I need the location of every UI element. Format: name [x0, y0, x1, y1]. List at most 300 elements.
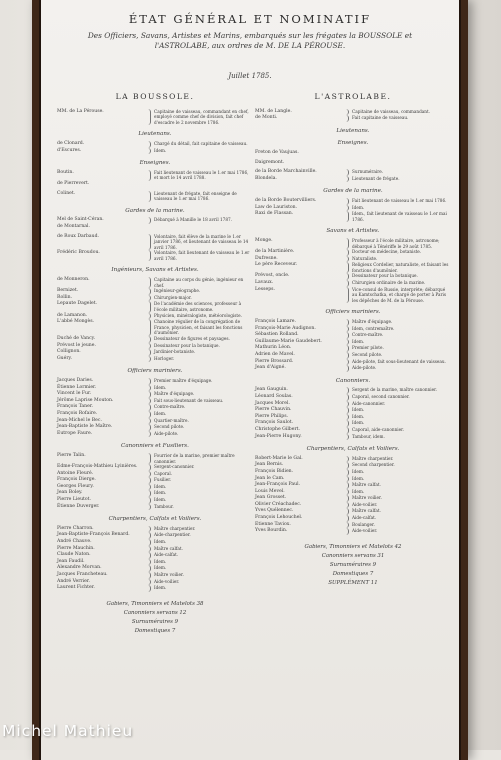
brace [343, 495, 349, 502]
crew-name: L'abbé Mongès. [57, 319, 95, 325]
brace [343, 489, 349, 496]
crew-entry [255, 482, 451, 489]
crew-role: Contre-maître. [352, 332, 384, 338]
brace [343, 515, 349, 522]
crew-entry [57, 356, 253, 363]
crew-entry [255, 109, 451, 116]
crew-name: François Lamare. [255, 319, 296, 325]
brace [145, 504, 151, 511]
brace [145, 477, 151, 484]
crew-entry [255, 387, 451, 394]
brace [145, 471, 151, 478]
crew-role: Second pilote. [154, 424, 185, 430]
crew-name: André Chauve. [57, 539, 92, 545]
crew-entry [57, 141, 253, 148]
brace [145, 313, 151, 320]
crew-role: Volontaire, fait lieutenant de vaisseau le 1.er avril 1786. [154, 250, 250, 261]
brace [145, 411, 151, 418]
crew-role: Contre-maître. [154, 404, 186, 410]
crew-name: Claude Naton. [57, 552, 91, 558]
brace [343, 482, 349, 489]
crew-role: Aide-pilote, fait sous-lieutenant de vaisseau. [352, 358, 446, 364]
brace [145, 250, 151, 261]
crew-name: Lavaux. [255, 280, 274, 286]
crew-entry [255, 407, 451, 414]
brace [343, 287, 349, 304]
crew-entry [57, 349, 253, 356]
crew-entry [255, 469, 451, 476]
crew-role: Lieutenant de frégate. [352, 175, 400, 181]
brace [145, 484, 151, 491]
crew-role: Chargé du détail, fait capitaine de vaisseau. [154, 140, 248, 146]
brace [145, 391, 151, 398]
crew-role: Sergent de la marine, maître canonnier. [352, 387, 437, 393]
brace [145, 418, 151, 425]
crew-name: Law de Lauriston. [255, 204, 298, 210]
column-boussole [57, 94, 253, 636]
crew-name: de Montarnal. [57, 223, 90, 229]
brace [145, 497, 151, 504]
crew-entry [57, 170, 253, 181]
crew-entry [255, 176, 451, 183]
crew-role: Physicien, minéralogiste, météorologiste. [154, 312, 242, 318]
brace [145, 464, 151, 471]
crew-role: Premier pilote. [352, 345, 384, 351]
brace [343, 502, 349, 509]
crew-role: Surnuméraire. [352, 169, 384, 175]
crew-role: Aide-canonnier. [352, 400, 386, 406]
crew-entry [57, 477, 253, 484]
crew-name: André Verrier. [57, 578, 90, 584]
brace [145, 424, 151, 431]
brace [343, 434, 349, 441]
crew-entry [255, 420, 451, 427]
crew-entry [255, 394, 451, 401]
crew-role: Capitaine de vaisseau, commandant en chef, employé comme chef de division, fait chef d'escadre le 2 novembre 1786. [154, 108, 249, 125]
crew-name: Colinet. [57, 190, 76, 196]
crew-entry [57, 301, 253, 312]
total-line: Gabiers, Timonniers et Matelots 38 [106, 600, 204, 607]
brace [343, 476, 349, 483]
brace [145, 191, 151, 202]
brace [145, 148, 151, 155]
crew-role: Maître d'équipage. [352, 319, 393, 325]
brace [343, 469, 349, 476]
brace [145, 431, 151, 438]
crew-role: Caporal, second canonnier. [352, 393, 410, 399]
brace [343, 462, 349, 469]
brace [343, 198, 349, 205]
brace [343, 359, 349, 366]
brace [343, 427, 349, 434]
crew-entry [255, 249, 451, 256]
brace [343, 332, 349, 339]
crew-name: Antoine Fleuré. [57, 470, 94, 476]
crew-role: Idem. [154, 497, 167, 503]
crew-entry [57, 224, 253, 231]
crew-role: Débarqué à Manille le 18 avril 1787. [154, 217, 233, 223]
crew-name: François Taner. [57, 404, 93, 410]
crew-role: Dessinateur pour la botanique. [154, 342, 220, 348]
crew-name: Pierre Mauchin. [57, 545, 95, 551]
brace [343, 387, 349, 394]
crew-role: Professeur à l'école militaire, astronome; débarqué à Ténériffe le 29 août 1785. [352, 237, 440, 249]
total-line: Domestiques 7 [134, 627, 176, 634]
crew-role: Chanoine régulier de la congrégation de France, physicien, et faisant les fonctions d'aumônier. [154, 319, 243, 336]
crew-role: Aide-voilier. [352, 501, 378, 507]
crew-entry [255, 273, 451, 280]
brace [343, 352, 349, 359]
brace [145, 319, 151, 336]
total-line: Surnuméraires 9 [131, 618, 179, 625]
crew-role: Fusilier. [154, 477, 172, 483]
crew-name: Jean-Michel le Bec. [57, 417, 102, 423]
crew-entry [255, 280, 451, 287]
brace [145, 170, 151, 181]
crew-name: Pierre Chauvin. [255, 407, 292, 413]
crew-name: Louis Mevel. [255, 488, 285, 494]
crew-role: Idem. [352, 420, 365, 426]
crew-name: François-Marie Audignon. [255, 325, 316, 331]
brace [145, 572, 151, 579]
brace [145, 585, 151, 592]
crew-role: Aide-charpentier. [154, 532, 191, 538]
crew-name: de Roux Darbaud. [57, 233, 100, 239]
crew-role: Aide-pilote. [352, 365, 377, 371]
crew-role: Idem. [154, 558, 167, 564]
crew-role: Maître voilier. [154, 572, 184, 577]
crew-role: Dessinateur pour la botanique. [352, 273, 418, 279]
crew-name: Jean Grosset. [255, 495, 287, 501]
crew-name: François Bidien. [255, 468, 294, 474]
crew-entry [57, 191, 253, 202]
crew-entry [255, 352, 451, 359]
crew-entry [57, 411, 253, 418]
crew-role: Aide-calfat. [352, 515, 377, 521]
crew-name: de Pierrevert. [57, 180, 90, 186]
brace [343, 249, 349, 256]
crew-entry [255, 287, 451, 304]
crew-role: Idem. [154, 539, 167, 545]
crew-role: Second charpentier. [352, 462, 395, 468]
brace [145, 288, 151, 295]
crew-name: Bernizet. [57, 288, 79, 294]
crew-role: Dessinateur de figures et paysages. [154, 336, 230, 341]
crew-name: Christophe Gilbert. [255, 426, 300, 432]
crew-name: MM. de Langle. [255, 108, 292, 114]
crew-name: Pierre Charron. [57, 525, 94, 531]
crew-name: MM. de La Pérouse. [57, 108, 104, 114]
crew-role: Maître calfat. [352, 482, 381, 488]
crew-role: Tambour. [154, 503, 174, 509]
brace [343, 109, 349, 116]
crew-name: Jérôme Laprise Mouton. [57, 397, 114, 403]
brace [343, 205, 349, 212]
crew-role: Boulanger. [352, 521, 375, 527]
section-title: Enseignes. [139, 160, 171, 167]
crew-name: Laurent Fichter. [57, 585, 95, 591]
brace [343, 115, 349, 122]
brace [145, 277, 151, 288]
crew-role: Idem, contremaître. [352, 325, 395, 331]
crew-role: Chirurgien-major. [154, 294, 192, 300]
crew-name: Prévost, oncle. [255, 273, 290, 279]
crew-role: Maître charpentier. [154, 525, 196, 531]
crew-role: Maître calfat. [352, 508, 381, 514]
brace [343, 238, 349, 249]
crew-name: Duché de Vancy. [57, 336, 96, 341]
crew-entry [57, 431, 253, 438]
total-line: Gabiers, Timonniers et Matelots 42 [304, 543, 402, 550]
brace [343, 176, 349, 183]
section-title: Ingénieurs, Savans et Artistes. [111, 267, 199, 274]
crew-name: Jean le Cam. [255, 475, 285, 481]
document-date: Juillet 1785. [228, 72, 272, 80]
crew-role: Capitaine de vaisseau, commandant. [352, 108, 430, 114]
brace [145, 539, 151, 546]
crew-name: Jacques Daries. [57, 377, 94, 383]
brace [145, 343, 151, 350]
total-line: Surnuméraires 9 [329, 561, 377, 568]
brace [145, 579, 151, 586]
brace [145, 336, 151, 343]
crew-name: Adrien de Mavel. [255, 352, 295, 357]
crew-entry [255, 434, 451, 441]
crew-name: Jean Bernis. [255, 462, 284, 468]
crew-role: Maître d'équipage. [154, 391, 195, 397]
section-title: Gardes de la marine. [323, 188, 383, 195]
crew-entry [255, 211, 451, 222]
crew-role: Idem. [154, 410, 167, 416]
crew-role: Caporal. [154, 470, 173, 476]
crew-entry [255, 169, 451, 176]
crew-name: Eutrope Faure. [57, 430, 93, 436]
crew-entry [57, 336, 253, 343]
crew-name: de Monti. [255, 115, 278, 121]
brace [343, 522, 349, 529]
brace [343, 326, 349, 333]
crew-entry [57, 217, 253, 224]
column-astrolabe [255, 94, 451, 588]
section-title: Charpentiers, Calfats et Voiliers. [108, 516, 202, 523]
crew-role: Chirurgien ordinaire de la marine. [352, 280, 426, 286]
crew-name: François Dierge. [57, 477, 96, 483]
crew-name: Pierre Lieutot. [57, 497, 91, 503]
section-title: Canonniers. [335, 377, 371, 384]
crew-name: d'Escures. [57, 147, 82, 153]
crew-entry [57, 343, 253, 350]
crew-name: Jean Gauguin. [255, 387, 288, 393]
photographer-watermark: Michel Mathieu [2, 722, 134, 740]
crew-name: Jean-Baptiste-François Benard. [57, 532, 130, 538]
crew-name: Étienne Duverger. [57, 503, 100, 509]
brace [343, 339, 349, 346]
brace [343, 401, 349, 408]
crew-name: Sébastien Rolland. [255, 332, 299, 338]
document-subtitle: Des Officiers, Savans, Artistes et Marins, embarqués sur les frégates la BOUSSOLE et l'ASTROLABE, aux ordres de M. DE LA PÉROUSE. [87, 31, 413, 50]
crew-name: Jean Faudil. [57, 558, 85, 564]
total-line: Canonniers servans 12 [123, 609, 187, 616]
crew-role: Idem. [352, 468, 365, 474]
crew-role: Fait sous-lieutenant de vaisseau. [154, 397, 224, 403]
crew-name: Dufresne. [255, 255, 278, 261]
crew-entry [255, 495, 451, 502]
section-title: Charpentiers, Calfats et Voiliers. [306, 446, 400, 453]
crew-name: de Lamanon. [57, 312, 88, 318]
crew-name: Collignon. [57, 349, 81, 355]
brace [145, 398, 151, 405]
crew-entry [57, 250, 253, 261]
crew-role: Aide-pilote. [154, 430, 179, 436]
crew-name: Vincent le Fur. [57, 391, 92, 397]
brace [343, 508, 349, 515]
brace [343, 280, 349, 287]
brace [145, 295, 151, 302]
crew-entry [255, 198, 451, 205]
crew-role: Idem. [352, 338, 365, 344]
sections-boussole [57, 109, 253, 592]
crew-role: Sergent-canonnier. [154, 464, 195, 470]
section-title: Lieutenans. [138, 131, 172, 138]
crew-role: Maître voilier. [352, 495, 382, 501]
crew-name: Le père Receveur. [255, 262, 298, 268]
crew-role: Idem. [352, 413, 365, 419]
crew-name: Prévost le jeune. [57, 342, 96, 348]
crew-entry [255, 365, 451, 372]
crew-entry [255, 150, 451, 157]
crew-name: Robert-Marie le Gal. [255, 455, 303, 461]
crew-role: Aide-voilier. [154, 578, 180, 584]
brace [145, 552, 151, 559]
crew-entry [57, 585, 253, 592]
brace [343, 256, 349, 263]
crew-role: Quartier-maître. [154, 417, 189, 423]
crew-entry [57, 109, 253, 126]
brace [145, 141, 151, 148]
crew-role: Idem. [154, 483, 167, 489]
column-heading-astrolabe: L'ASTROLABE. [314, 92, 392, 101]
crew-name: François Lehouchel. [255, 515, 303, 521]
section-title: Officiers mariniers. [325, 309, 381, 316]
section-title: Savans et Artistes. [326, 228, 380, 235]
crew-entry [57, 234, 253, 251]
crew-name: Jean Boley. [57, 490, 83, 496]
crew-name: Mel de Saint-Céran. [57, 217, 104, 223]
crew-role: Fourrier de la marine, premier maître canonnier. [154, 452, 235, 464]
crew-name: Jean d'Aigné. [255, 365, 286, 371]
crew-role: Idem. [352, 204, 365, 210]
crew-name: Pierre Talin. [57, 452, 86, 458]
crew-name: Daigremont. [255, 159, 285, 165]
crew-entry [255, 332, 451, 339]
column-heading-boussole: LA BOUSSOLE. [115, 92, 195, 101]
crew-name: Jean-Pierre Hugony. [255, 433, 302, 439]
crew-entry [255, 456, 451, 463]
crew-name: Étienne Lormier. [57, 384, 97, 390]
section-title: Gardes de la marine. [125, 207, 185, 214]
crew-role: Maître charpentier. [352, 455, 394, 461]
crew-entry [57, 181, 253, 188]
brace [145, 234, 151, 251]
crew-entry [57, 277, 253, 288]
crew-role: Aide-calfat. [154, 552, 179, 558]
crew-name: Frédéric Broudou. [57, 250, 100, 256]
crew-name: Alexandre Morvan. [57, 565, 102, 571]
crew-entry [255, 319, 451, 326]
crew-role: Horloger. [154, 355, 175, 361]
crew-role: Maître calfat. [154, 545, 183, 551]
brace [343, 273, 349, 280]
crew-name: Pierre Brossard. [255, 358, 294, 364]
crew-role: Idem. [154, 585, 167, 591]
crew-entry [57, 424, 253, 431]
brace [343, 528, 349, 535]
crew-role: Idem. [352, 475, 365, 481]
crew-name: Blondela. [255, 175, 277, 181]
crew-entry [57, 288, 253, 295]
crew-entry [255, 262, 451, 273]
crew-name: Lepaute Dagelet. [57, 301, 98, 307]
section-title: Canonniers et Fusiliers. [121, 443, 189, 450]
crew-role: Docteur en médecine, botaniste. [352, 249, 422, 255]
brace [343, 420, 349, 427]
crew-name: de la Borde Boutervilliers. [255, 197, 317, 203]
crew-role: Second pilote. [352, 352, 383, 357]
brace [145, 546, 151, 553]
total-line: SUPPLÉMENT 11 [328, 579, 378, 586]
crew-entry [255, 238, 451, 249]
crew-entry [57, 464, 253, 471]
brace [145, 559, 151, 566]
crew-entry [57, 404, 253, 411]
crew-entry [57, 539, 253, 546]
crew-name: Guéry. [57, 355, 72, 361]
crew-name: Boutin. [57, 169, 74, 175]
crew-entry [255, 462, 451, 469]
crew-name: Yves Bourdin. [255, 528, 288, 534]
brace [343, 414, 349, 421]
section-title: Enseignes. [337, 140, 369, 147]
crew-name: Jacques Morel. [255, 400, 290, 406]
brace [145, 349, 151, 356]
crew-role: Fait lieutenant de vaisseau le 1.er mai 1786. [352, 197, 447, 203]
crew-role: Idem. [154, 384, 167, 390]
crew-entry [57, 453, 253, 464]
brace [145, 356, 151, 363]
totals-boussole [57, 600, 253, 636]
crew-name: Etienne Taviox. [255, 521, 291, 527]
crew-entry [57, 484, 253, 491]
crew-role: Caporal, aide-canonnier. [352, 426, 404, 432]
crew-entry [57, 552, 253, 559]
crew-name: Raxi de Flassan. [255, 211, 294, 217]
brace [343, 169, 349, 176]
totals-astrolabe [255, 543, 451, 588]
brace [145, 109, 151, 126]
crew-name: François Rofaire. [57, 410, 98, 416]
crew-name: Jean-Baptiste le Maître. [57, 424, 113, 430]
crew-name: de la Martinière. [255, 249, 295, 255]
section-title: Lieutenans. [336, 127, 370, 134]
brace [343, 319, 349, 326]
brace [145, 490, 151, 497]
crew-name: Edme-François-Mathieu Lyinières. [57, 464, 138, 470]
crew-role: Ingénieur-géographe. [154, 288, 201, 294]
brace [343, 211, 349, 222]
brace [145, 385, 151, 392]
brace [145, 378, 151, 385]
brace [343, 345, 349, 352]
